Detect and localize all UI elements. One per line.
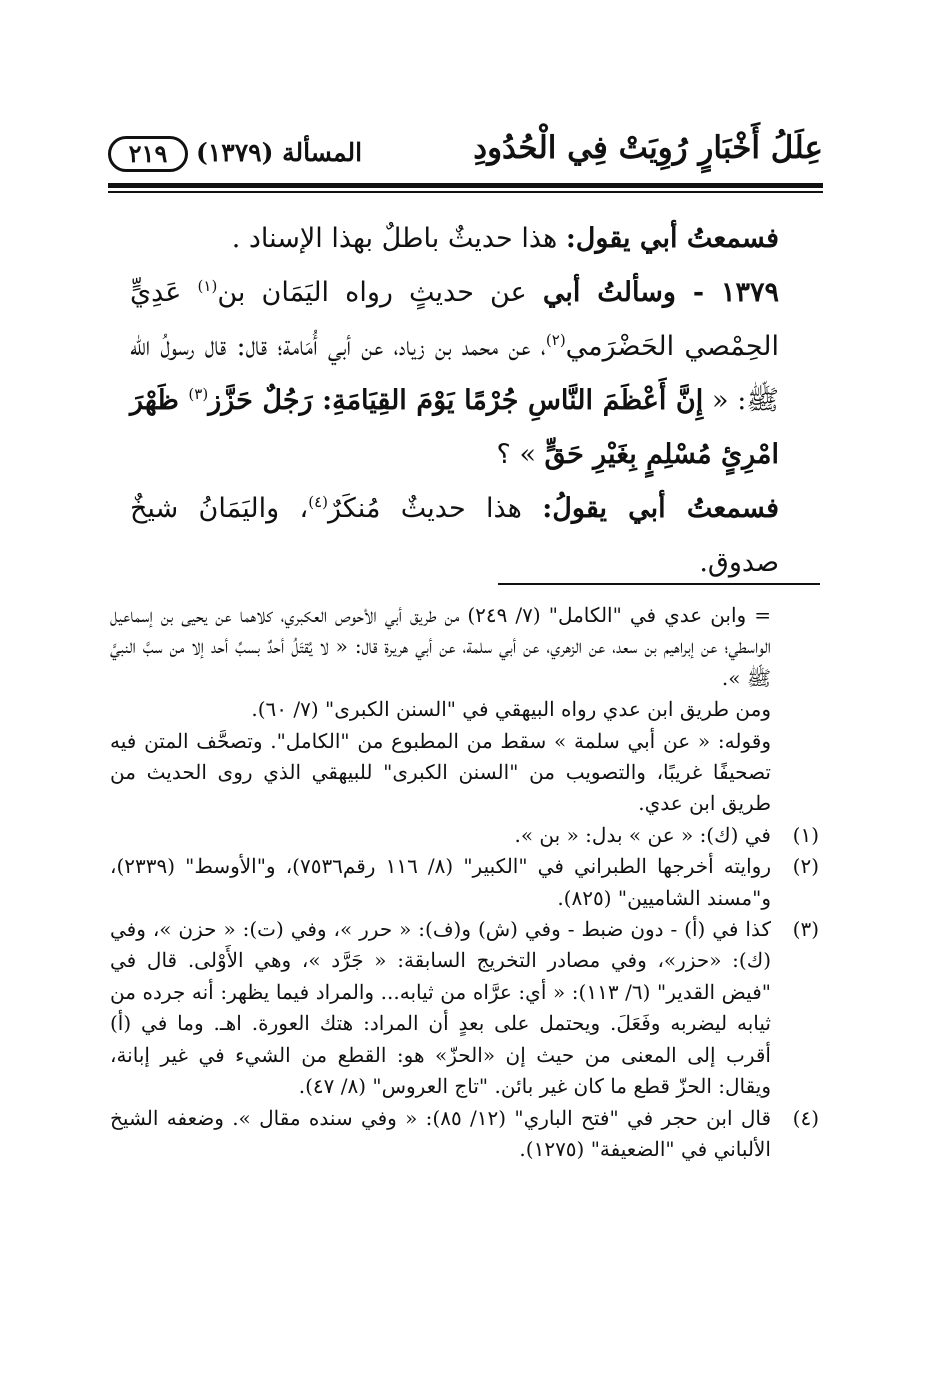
paragraph-text: ، واليَمَانُ شيخٌ صدوق. [130, 493, 779, 578]
footnote-3 [110, 914, 819, 1102]
paragraph-verdict-2 [130, 482, 799, 590]
footnote-4 [110, 1103, 819, 1166]
footnote-ref-3: (٣) [188, 385, 209, 403]
paragraph-question-1379 [130, 266, 799, 482]
paragraph-text: هذا حديثٌ باطلٌ بهذا الإسناد . [231, 223, 566, 254]
issue-number-label: المسألة (١٣٧٩) [196, 138, 363, 167]
footnote-separator [498, 583, 820, 585]
paragraph-lead: وسألتُ أبي [542, 277, 676, 308]
footnotes [110, 600, 819, 1165]
main-text [130, 212, 799, 590]
paragraph-text: » ؟ [496, 439, 545, 470]
hadith-text: إِنَّ أَعْظَمَ النَّاسِ جُرْمًا يَوْمَ القِيَامَةِ: رَجُلٌ حَزَّز [208, 385, 704, 416]
paragraph-text: عن حديثٍ رواه اليَمَان بن [217, 277, 543, 308]
book-title: عِلَلُ أَخْبَارٍ رُوِيَتْ فِي الْحُدُودِ [473, 130, 823, 166]
footnote-number: (٢) [792, 854, 819, 879]
footnote-text: قال ابن حجر في "فتح الباري" (١٢/ ٨٥): « وفي سنده مقال ». وضعفه الشيخ الألباني في "الضعيفة" (١٢٧٥). [110, 1105, 771, 1161]
paragraph-text: ، عن محمد بن زياد، عن أبي أُمَامة؛ قال: قال رسولُ الله ﷺ: « [130, 331, 779, 416]
footnote-continuation: ومن طريق ابن عدي رواه البيهقي في "السنن الكبرى" (٧/ ٦٠). [251, 697, 771, 722]
paragraph-verdict-1 [130, 212, 799, 266]
footnote-text: روايته أخرجها الطبراني في "الكبير" (٨/ ١١٦ رقم٧٥٣٦)، و"الأوسط" (٢٣٣٩)، و"مسند الشاميين" (٨٢٥). [110, 854, 771, 910]
footnote-number: (٤) [792, 1105, 819, 1130]
footnote-1 [110, 820, 819, 851]
hadith-text: ظَهْرَ امْرِئٍ مُسْلِمٍ بِغَيْرِ حَقٍّ [130, 385, 779, 470]
footnote-ref-2: (٢) [545, 331, 566, 349]
footnote-continuation: وقوله: « عن أبي سلمة » سقط من المطبوع من "الكامل". وتصحَّف المتن فيه تصحيفًا غريبًا، والتصويب من "السنن الكبرى" للبيهقي الذي روى الحديث من طريق ابن عدي. [110, 728, 771, 816]
paragraph-lead: فسمعتُ أبي يقولُ: [542, 493, 779, 524]
footnote-text: في (ك): « عن » بدل: « بن ». [514, 822, 771, 847]
footnote-number: (٣) [792, 917, 819, 942]
paragraph-text: عَدِيٍّ الحِمْصي الحَضْرَمي [130, 277, 780, 362]
running-header [108, 130, 823, 182]
page-number: ٢١٩ [108, 136, 188, 172]
paragraph-text: هذا حديثٌ مُنكَرٌ [327, 493, 543, 524]
issue-number: ١٣٧٩ - [675, 277, 779, 308]
paragraph-lead: فسمعتُ أبي يقول: [565, 223, 779, 254]
footnote-text: كذا في (أ) - دون ضبط - وفي (ش) و(ف): « حرر »، وفي (ت): « حزن »، وفي (ك): «حزر»، وفي مصادر التخريج السابقة: « جَرَّد »، وهي الأَوْلى. قال في "فيض القدير" (٦/ ١١٣): « أي: عرَّاه من ثيابه... والمراد فيما يظهر: أنه جرده من ثيابه ليضربه وفَعَلَ. ويحتمل على بعدٍ أن المراد: هتك العورة. اهـ. وما في (أ) أقرب إلى المعنى من حيث إن «الحزّ» هو: القطع من الشيء في غير إبانة، ويقال: الحزّ قطع ما كان غير بائن. "تاج العروس" (٨/ ٤٧). [110, 917, 771, 1099]
footnote-continuation: = وابن عدي في "الكامل" (٧/ ٢٤٩) من طريق أبي الأحوص العكبري، كلاهما عن يحيى بن إسماعيل الواسطي؛ عن إبراهيم بن سعد، عن الزهري، عن أبي سلمة، عن أبي هريرة قال: « لا يُقتَلُ أحدٌ بسبِّ أحد إلا من سبَّ النبيَّ ﷺ ». [110, 603, 771, 690]
footnote-ref-4: (٤) [308, 493, 328, 511]
header-rule-thick [108, 183, 823, 188]
footnote-2 [110, 851, 819, 914]
header-rule-thin [108, 191, 823, 193]
footnote-ref-1: (١) [197, 277, 218, 295]
footnote-number: (١) [792, 822, 819, 847]
